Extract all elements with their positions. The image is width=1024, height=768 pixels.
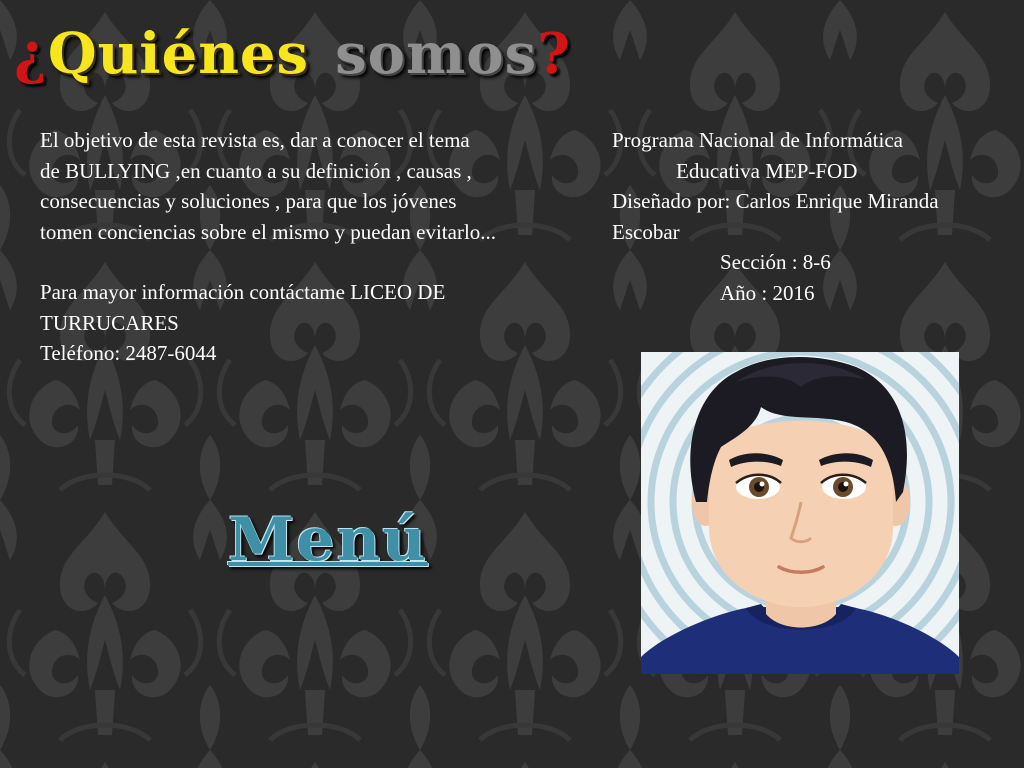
- title-close-question-mark: ?: [537, 21, 571, 87]
- contact-line: Para mayor información contáctame LICEO DE: [40, 280, 446, 304]
- about-text-block: [40, 125, 600, 369]
- title-word-somos: somos: [335, 21, 538, 87]
- contact-phone: Teléfono: 2487-6044: [40, 341, 217, 365]
- cartoon-boy-avatar-icon: [641, 352, 959, 674]
- credits-text-block: [612, 125, 1012, 308]
- about-line: de BULLYING ,en cuanto a su definición , causas ,: [40, 158, 472, 183]
- paragraph-spacer: [40, 247, 600, 277]
- about-line: tomen conciencias sobre el mismo y puedan evitarlo...: [40, 219, 497, 244]
- menu-link[interactable]: Menú: [228, 505, 428, 575]
- program-name-line1: Programa Nacional de Informática: [612, 128, 903, 152]
- title-open-question-mark: ¿: [14, 21, 48, 87]
- section-label: Sección : 8-6: [720, 250, 831, 274]
- contact-line: TURRUCARES: [40, 310, 179, 335]
- title-word-quienes: Quiénes: [47, 21, 310, 87]
- page-title: [14, 18, 571, 90]
- designer-line2: Escobar: [612, 219, 680, 244]
- avatar: [641, 352, 959, 674]
- designer-line1: Diseñado por: Carlos Enrique Miranda: [612, 189, 939, 213]
- year-label: Año : 2016: [720, 280, 815, 305]
- program-name-line2: Educativa MEP-FOD: [676, 158, 858, 183]
- about-line: consecuencias y soluciones , para que los jóvenes: [40, 189, 457, 213]
- about-line: El objetivo de esta revista es, dar a conocer el tema: [40, 128, 470, 152]
